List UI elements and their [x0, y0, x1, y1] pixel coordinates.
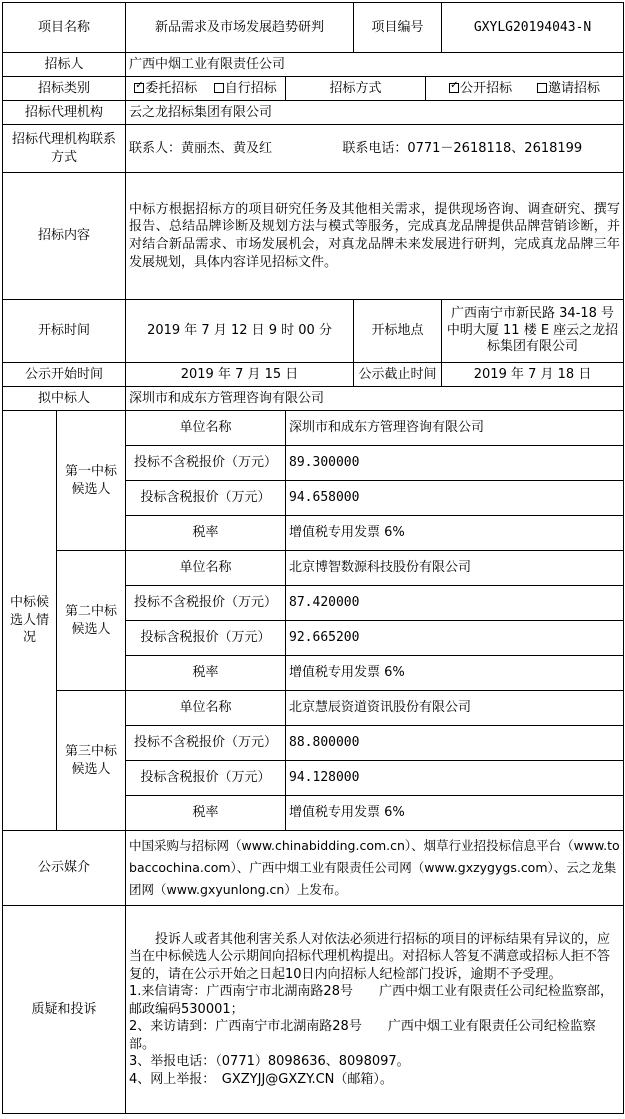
candidate-2-unit: 北京博智数源科技股份有限公司	[286, 551, 624, 586]
candidate-3-unit-row	[3, 691, 624, 726]
candidate-field-label: 税率	[126, 516, 286, 551]
candidate-2-price-inc: 92.665200	[286, 621, 624, 656]
complaint-body	[126, 906, 624, 1114]
opening-time: 2019 年 7 月 12 日 9 时 00 分	[126, 300, 354, 363]
candidate-field-label: 投标不含税报价（万元）	[126, 586, 286, 621]
opening-place: 广西南宁市新民路 34-18 号中明大厦 11 楼 E 座云之龙招标集团有限公司	[442, 300, 624, 363]
method-option-public[interactable]	[449, 81, 512, 96]
opening-row	[3, 300, 624, 363]
publicity-start: 2019 年 7 月 15 日	[126, 363, 354, 387]
complaint-row	[3, 906, 624, 1114]
media-label: 公示媒介	[3, 831, 126, 906]
contact-phone: 联系电话：0771－2618118、2618199	[342, 140, 583, 156]
candidate-2-tax: 增值税专用发票 6%	[286, 656, 624, 691]
candidate-3-unit: 北京慧辰资道资讯股份有限公司	[286, 691, 624, 726]
contact-row	[3, 125, 624, 173]
contact-label: 招标代理机构联系方式	[3, 125, 126, 173]
candidate-field-label: 税率	[126, 656, 286, 691]
category-option-label: 自行招标	[224, 80, 277, 96]
candidate-field-label: 税率	[126, 796, 286, 831]
candidate-2-unit-row	[3, 551, 624, 586]
complaint-item-visit: 2、来访请到：广西南宁市北湖南路28号 广西中烟工业有限责任公司纪检监察部。	[129, 1019, 596, 1052]
checkbox-icon	[214, 83, 224, 93]
candidate-field-label: 单位名称	[126, 691, 286, 726]
method-label: 招标方式	[286, 77, 426, 101]
project-number: GXYLG20194043-N	[442, 3, 624, 53]
checkbox-checked-icon	[134, 83, 144, 93]
opening-time-label: 开标时间	[3, 300, 126, 363]
candidate-1-rank: 第一中标候选人	[57, 411, 126, 551]
candidate-field-label: 单位名称	[126, 551, 286, 586]
candidate-2-price-ex: 87.420000	[286, 586, 624, 621]
tenderer-value: 广西中烟工业有限责任公司	[126, 53, 624, 77]
category-option-label: 委托招标	[145, 80, 198, 96]
media-text: 中国采购与招标网（www.chinabidding.com.cn）、烟草行业招投标信息平台（www.tobaccochina.com）、广西中烟工业有限责任公司网（www.gxzygygs.com）、云之龙集团网（www.gxyunlong.cn）上发布。	[126, 831, 624, 906]
complaint-item-phone: 3、举报电话：（0771）8098636、8098097。	[129, 1054, 410, 1070]
media-row	[3, 831, 624, 906]
category-label: 招标类别	[3, 77, 126, 101]
candidate-3-price-ex: 88.800000	[286, 726, 624, 761]
project-name-label: 项目名称	[3, 3, 126, 53]
method-option-invited[interactable]	[537, 81, 600, 96]
category-option-entrusted[interactable]	[134, 81, 197, 96]
proposed-row	[3, 387, 624, 411]
publicity-row	[3, 363, 624, 387]
candidate-field-label: 投标含税报价（万元）	[126, 761, 286, 796]
agency-row	[3, 101, 624, 125]
contact-persons: 联系人：黄丽杰、黄及红	[129, 140, 273, 156]
tenderer-label: 招标人	[3, 53, 126, 77]
candidate-1-price-inc: 94.658000	[286, 481, 624, 516]
candidate-1-price-ex: 89.300000	[286, 446, 624, 481]
proposed-label: 拟中标人	[3, 387, 126, 411]
candidate-field-label: 投标含税报价（万元）	[126, 481, 286, 516]
candidate-3-tax: 增值税专用发票 6%	[286, 796, 624, 831]
category-options	[126, 77, 286, 101]
complaint-intro: 投诉人或者其他利害关系人对依法必须进行招标的项目的评标结果有异议的，应当在中标候选人公示期间向招标代理机构提出。对招标人答复不满意或招标人拒不答复的，请在公示开始之日起10日内向招标人纪检部门投诉，逾期不予受理。	[129, 931, 611, 982]
complaint-item-mail: 1.来信请寄：广西南宁市北湖南路28号 广西中烟工业有限责任公司纪检监察部，邮政编码530001；	[129, 984, 613, 1017]
candidate-3-price-inc: 94.128000	[286, 761, 624, 796]
project-number-label: 项目编号	[354, 3, 442, 53]
project-row	[3, 3, 624, 53]
content-row	[3, 173, 624, 300]
opening-place-label: 开标地点	[354, 300, 442, 363]
category-option-self[interactable]	[214, 81, 277, 96]
candidate-1-tax: 增值税专用发票 6%	[286, 516, 624, 551]
publicity-start-label: 公示开始时间	[3, 363, 126, 387]
proposed-value: 深圳市和成东方管理咨询有限公司	[126, 387, 624, 411]
candidate-3-rank: 第三中标候选人	[57, 691, 126, 831]
contact-value	[126, 125, 624, 173]
candidate-1-unit-row	[3, 411, 624, 446]
complaint-label: 质疑和投诉	[3, 906, 126, 1114]
content-label: 招标内容	[3, 173, 126, 300]
candidate-field-label: 投标含税报价（万元）	[126, 621, 286, 656]
method-option-label: 邀请招标	[547, 80, 600, 96]
content-text: 中标方根据招标方的项目研究任务及其他相关需求，提供现场咨询、调查研究、撰写报告、总结品牌诊断及规划方法与模式等服务，完成真龙品牌提供品牌营销诊断，并对结合新品需求、市场发展机会，对真龙品牌未来发展进行研判，完成真龙品牌三年发展规划，具体内容详见招标文件。	[126, 173, 624, 300]
bid-result-table	[2, 2, 624, 1114]
candidate-field-label: 单位名称	[126, 411, 286, 446]
checkbox-checked-icon	[449, 83, 459, 93]
publicity-end-label: 公示截止时间	[354, 363, 442, 387]
category-row	[3, 77, 624, 101]
complaint-item-online: 4、网上举报： GXZYJJ@GXZY.CN（邮箱）。	[129, 1071, 393, 1087]
method-option-label: 公开招标	[460, 80, 513, 96]
tenderer-row	[3, 53, 624, 77]
method-options	[426, 77, 624, 101]
publicity-end: 2019 年 7 月 18 日	[442, 363, 624, 387]
candidate-1-unit: 深圳市和成东方管理咨询有限公司	[286, 411, 624, 446]
candidate-field-label: 投标不含税报价（万元）	[126, 726, 286, 761]
project-name: 新品需求及市场发展趋势研判	[126, 3, 354, 53]
agency-value: 云之龙招标集团有限公司	[126, 101, 624, 125]
candidates-label: 中标候选人情况	[3, 411, 57, 831]
agency-label: 招标代理机构	[3, 101, 126, 125]
candidate-field-label: 投标不含税报价（万元）	[126, 446, 286, 481]
checkbox-icon	[537, 83, 547, 93]
candidate-2-rank: 第二中标候选人	[57, 551, 126, 691]
